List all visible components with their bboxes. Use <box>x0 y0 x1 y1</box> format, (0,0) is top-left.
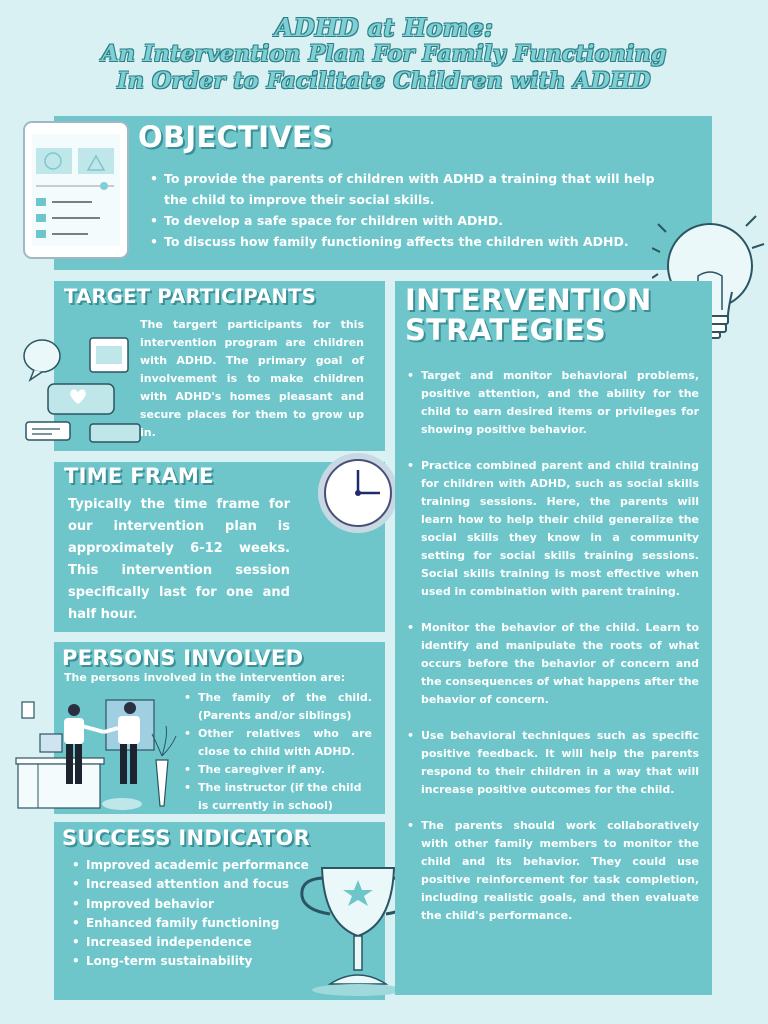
strategies-item: • Practice combined parent and child training for children with ADHD, such as social skills training sessions. Here, the parents will learn how to help their child generalize the social skills they know in a community setting for social skills training sessions. Social skills training is most effective when used in combination with parent training. <box>405 457 699 601</box>
persons-list <box>182 689 372 815</box>
intervention-strategies-panel <box>395 281 712 995</box>
success-item: • Long-term sustainability <box>70 952 310 971</box>
objectives-item: • To provide the parents of children with ADHD a training that will help the child to improve their social skills. <box>148 168 668 210</box>
time-heading: TIME FRAME <box>64 464 214 488</box>
chat-bubbles-icon <box>20 334 144 446</box>
strategies-item: • The parents should work collaboratively with other family members to monitor the child and its behavior. They could use positive reinforcement for task completion, including realistic goals, and then evaluate the child's performance. <box>405 817 699 925</box>
objectives-item: • To develop a safe space for children with ADHD. <box>148 210 668 231</box>
handshake-people-icon <box>12 696 182 816</box>
time-text: Typically the time frame for our intervention plan is approximately 6-12 weeks. This intervention session specifically last for one and half hour. <box>68 497 290 622</box>
strategies-heading-line-2: STRATEGIES <box>405 313 607 347</box>
strategies-item: • Target and monitor behavioral problems, positive attention, and the ability for the child to earn desired items or privileges for showing positive behavior. <box>405 367 699 439</box>
title-line-2: An Intervention Plan For Family Functioning <box>101 41 667 67</box>
page-title <box>0 14 768 95</box>
objectives-heading: OBJECTIVES <box>138 120 334 154</box>
clock-icon <box>314 452 402 534</box>
strategies-heading-line-1: INTERVENTION <box>405 283 652 317</box>
objectives-panel <box>54 116 712 270</box>
persons-item: • The family of the child. (Parents and/or siblings) <box>182 689 372 725</box>
objectives-list <box>148 168 668 252</box>
tablet-icon <box>22 120 132 262</box>
success-heading: SUCCESS INDICATOR <box>62 826 311 850</box>
title-line-3: In Order to Facilitate Children with ADHD <box>117 68 651 94</box>
success-item: • Enhanced family functioning <box>70 914 310 933</box>
persons-item: • The instructor (if the child is currently in school) <box>182 779 372 815</box>
target-heading: TARGET PARTICIPANTS <box>64 285 317 308</box>
success-item: • Improved academic performance <box>70 856 310 875</box>
persons-intro: The persons involved in the intervention are: <box>64 671 346 684</box>
success-item: • Increased independence <box>70 933 310 952</box>
strategies-list <box>405 367 699 925</box>
strategies-item: • Use behavioral techniques such as specific positive feedback. It will help the parents respond to their children in a way that will increase positive outcomes for the child. <box>405 727 699 799</box>
persons-item: • The caregiver if any. <box>182 761 372 779</box>
success-item: • Improved behavior <box>70 895 310 914</box>
objectives-item: • To discuss how family functioning affects the children with ADHD. <box>148 231 668 252</box>
success-list <box>70 856 310 972</box>
success-item: • Increased attention and focus <box>70 875 310 894</box>
target-text: The targert participants for this intervention program are children with ADHD. The primary goal of involvement is to make children with ADHD's homes pleasant and secure places for them to grow up in. <box>140 318 364 439</box>
title-line-1: ADHD at Home: <box>274 13 494 42</box>
persons-heading: PERSONS INVOLVED <box>62 646 304 670</box>
persons-item: • Other relatives who are close to child with ADHD. <box>182 725 372 761</box>
strategies-item: • Monitor the behavior of the child. Learn to identify and manipulate the roots of what occurs before the behavior of concern and the consequences of what happens after the behavior of concern. <box>405 619 699 709</box>
